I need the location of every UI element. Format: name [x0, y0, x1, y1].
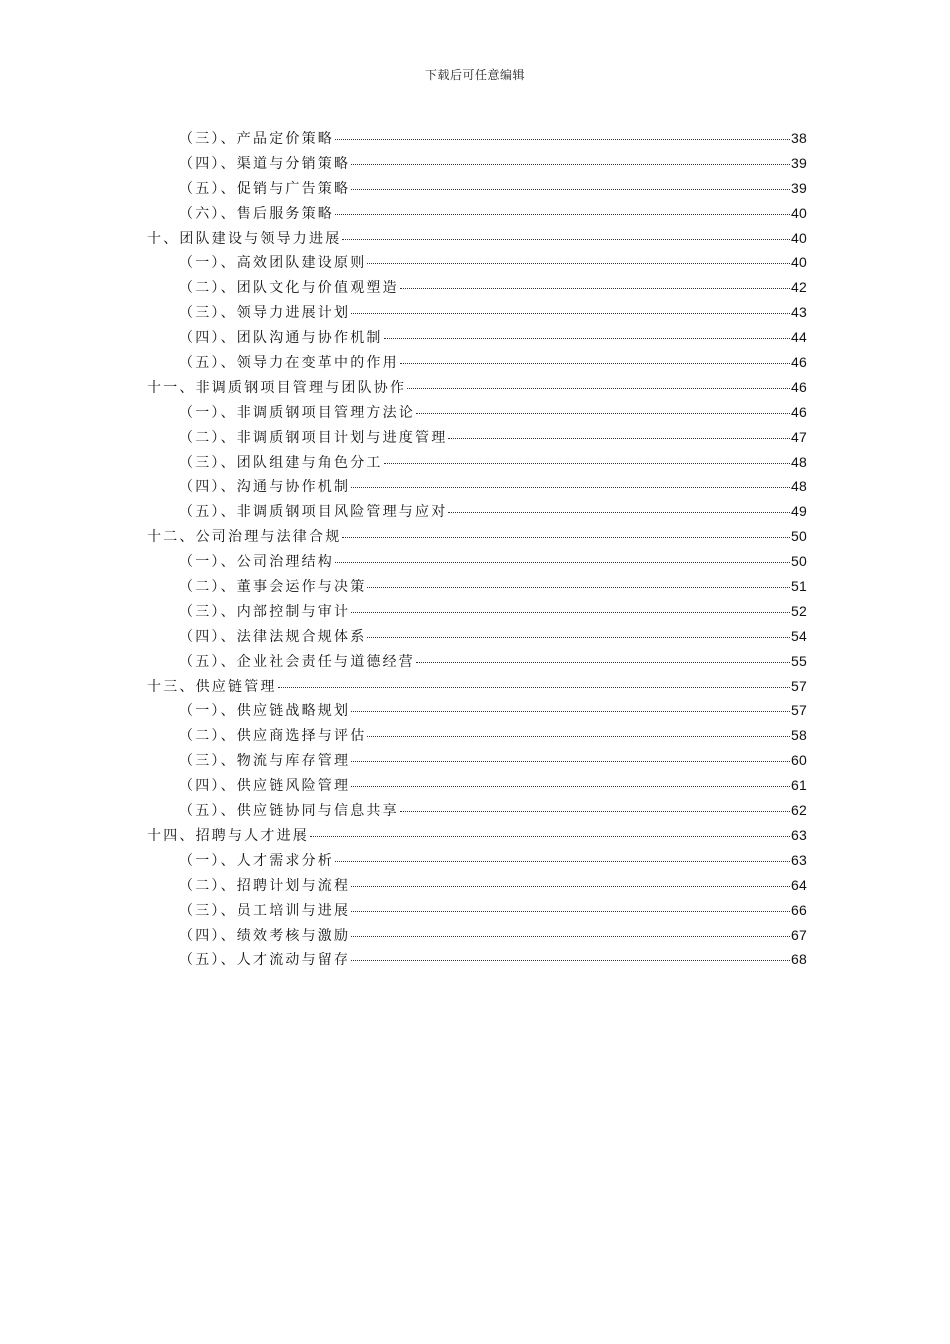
- toc-section-entry[interactable]: [147, 574, 807, 599]
- toc-entry-title: （四）、供应链风险管理: [179, 778, 351, 795]
- toc-entry-page-number: 47: [791, 428, 807, 445]
- toc-dot-leader: [448, 424, 790, 439]
- toc-section-entry[interactable]: [147, 723, 807, 748]
- toc-section-entry[interactable]: [147, 748, 807, 773]
- toc-entry-page-number: 64: [791, 876, 807, 893]
- toc-section-entry[interactable]: [147, 873, 807, 898]
- toc-dot-leader: [384, 449, 790, 464]
- toc-dot-leader: [400, 349, 790, 364]
- toc-entry-page-number: 62: [791, 802, 807, 819]
- toc-chapter-entry[interactable]: [147, 524, 807, 549]
- toc-entry-page-number: 66: [791, 901, 807, 918]
- toc-entry-title: （一）、非调质钢项目管理方法论: [179, 404, 415, 421]
- toc-entry-page-number: 50: [791, 528, 807, 545]
- toc-dot-leader: [351, 150, 790, 165]
- toc-entry-title: 十四、招聘与人才进展: [147, 827, 309, 844]
- toc-entry-title: （六）、售后服务策略: [179, 205, 334, 222]
- toc-entry-title: （四）、绩效考核与激励: [179, 927, 351, 944]
- toc-entry-page-number: 40: [791, 254, 807, 271]
- toc-dot-leader: [335, 548, 790, 563]
- toc-section-entry[interactable]: [147, 624, 807, 649]
- toc-entry-page-number: 57: [791, 677, 807, 694]
- toc-entry-page-number: 54: [791, 627, 807, 644]
- toc-entry-title: （二）、招聘计划与流程: [179, 877, 351, 894]
- toc-dot-leader: [335, 847, 790, 862]
- toc-entry-page-number: 40: [791, 204, 807, 221]
- toc-section-entry[interactable]: [147, 947, 807, 972]
- toc-entry-title: （二）、团队文化与价值观塑造: [179, 280, 399, 297]
- toc-entry-page-number: 46: [791, 354, 807, 371]
- toc-dot-leader: [367, 623, 790, 638]
- page-header: 下载后可任意编辑: [424, 68, 525, 82]
- toc-section-entry[interactable]: [147, 848, 807, 873]
- toc-entry-page-number: 46: [791, 378, 807, 395]
- toc-entry-title: （五）、促销与广告策略: [179, 180, 351, 197]
- toc-entry-page-number: 38: [791, 130, 807, 146]
- toc-entry-title: 十、团队建设与领导力进展: [147, 230, 342, 247]
- toc-section-entry[interactable]: [147, 649, 807, 674]
- toc-entry-title: （四）、沟通与协作机制: [179, 479, 351, 496]
- toc-chapter-entry[interactable]: [147, 226, 807, 251]
- toc-entry-page-number: 51: [791, 578, 807, 595]
- table-of-contents: [147, 126, 807, 972]
- toc-dot-leader: [342, 523, 790, 538]
- toc-section-entry[interactable]: [147, 126, 807, 151]
- toc-dot-leader: [351, 473, 790, 488]
- toc-entry-title: （五）、供应链协同与信息共享: [179, 803, 399, 820]
- toc-entry-page-number: 63: [791, 826, 807, 843]
- toc-section-entry[interactable]: [147, 450, 807, 475]
- toc-entry-title: （一）、人才需求分析: [179, 852, 334, 869]
- toc-dot-leader: [448, 498, 790, 513]
- toc-chapter-entry[interactable]: [147, 375, 807, 400]
- toc-entry-title: （五）、企业社会责任与道德经营: [179, 653, 415, 670]
- toc-section-entry[interactable]: [147, 698, 807, 723]
- toc-dot-leader: [367, 722, 790, 737]
- toc-section-entry[interactable]: [147, 474, 807, 499]
- toc-section-entry[interactable]: [147, 201, 807, 226]
- toc-entry-page-number: 44: [791, 329, 807, 346]
- toc-entry-page-number: 48: [791, 478, 807, 495]
- toc-entry-page-number: 58: [791, 727, 807, 744]
- toc-dot-leader: [351, 772, 790, 787]
- toc-dot-leader: [367, 573, 790, 588]
- toc-entry-page-number: 42: [791, 279, 807, 296]
- toc-dot-leader: [335, 125, 790, 140]
- toc-entry-page-number: 55: [791, 652, 807, 669]
- toc-entry-title: （二）、供应商选择与评估: [179, 728, 367, 745]
- toc-entry-page-number: 57: [791, 702, 807, 719]
- toc-entry-title: （四）、团队沟通与协作机制: [179, 330, 383, 347]
- toc-dot-leader: [351, 946, 790, 961]
- toc-dot-leader: [351, 175, 790, 190]
- toc-entry-title: （二）、董事会运作与决策: [179, 579, 367, 596]
- toc-dot-leader: [351, 697, 790, 712]
- toc-section-entry[interactable]: [147, 350, 807, 375]
- toc-dot-leader: [416, 399, 790, 414]
- toc-entry-page-number: 61: [791, 777, 807, 794]
- toc-dot-leader: [416, 648, 790, 663]
- toc-entry-page-number: 48: [791, 453, 807, 470]
- toc-dot-leader: [278, 673, 790, 688]
- toc-section-entry[interactable]: [147, 151, 807, 176]
- toc-entry-title: （三）、员工培训与进展: [179, 902, 351, 919]
- toc-entry-title: （五）、非调质钢项目风险管理与应对: [179, 504, 448, 521]
- toc-entry-title: （五）、人才流动与留存: [179, 952, 351, 969]
- toc-entry-title: （三）、领导力进展计划: [179, 305, 351, 322]
- toc-entry-title: （一）、高效团队建设原则: [179, 255, 367, 272]
- toc-entry-page-number: 52: [791, 602, 807, 619]
- toc-dot-leader: [335, 200, 790, 215]
- toc-section-entry[interactable]: [147, 549, 807, 574]
- toc-entry-title: （三）、团队组建与角色分工: [179, 454, 383, 471]
- toc-dot-leader: [342, 225, 790, 240]
- toc-section-entry[interactable]: [147, 400, 807, 425]
- toc-entry-title: 十二、公司治理与法律合规: [147, 529, 342, 546]
- toc-entry-page-number: 40: [791, 229, 807, 246]
- toc-entry-title: （三）、产品定价策略: [179, 131, 334, 147]
- toc-section-entry[interactable]: [147, 250, 807, 275]
- toc-entry-title: （三）、内部控制与审计: [179, 603, 351, 620]
- toc-entry-page-number: 49: [791, 503, 807, 520]
- toc-dot-leader: [351, 299, 790, 314]
- toc-dot-leader: [384, 324, 790, 339]
- toc-entry-page-number: 46: [791, 403, 807, 420]
- toc-entry-page-number: 68: [791, 951, 807, 968]
- toc-entry-title: （五）、领导力在变革中的作用: [179, 355, 399, 372]
- toc-entry-title: （二）、非调质钢项目计划与进度管理: [179, 429, 448, 446]
- toc-entry-title: 十一、非调质钢项目管理与团队协作: [147, 379, 407, 396]
- toc-entry-page-number: 43: [791, 304, 807, 321]
- toc-dot-leader: [367, 249, 790, 264]
- toc-entry-title: （一）、公司治理结构: [179, 554, 334, 571]
- toc-chapter-entry[interactable]: [147, 674, 807, 699]
- toc-dot-leader: [351, 922, 790, 937]
- toc-section-entry[interactable]: [147, 499, 807, 524]
- toc-section-entry[interactable]: [147, 923, 807, 948]
- toc-chapter-entry[interactable]: [147, 823, 807, 848]
- toc-section-entry[interactable]: [147, 275, 807, 300]
- toc-entry-page-number: 39: [791, 154, 807, 171]
- toc-entry-title: 十三、供应链管理: [147, 678, 277, 695]
- toc-dot-leader: [351, 897, 790, 912]
- toc-dot-leader: [351, 598, 790, 613]
- toc-entry-page-number: 50: [791, 553, 807, 570]
- toc-entry-title: （三）、物流与库存管理: [179, 753, 351, 770]
- toc-entry-title: （四）、法律法规合规体系: [179, 628, 367, 645]
- toc-entry-page-number: 60: [791, 752, 807, 769]
- toc-entry-page-number: 39: [791, 179, 807, 196]
- toc-section-entry[interactable]: [147, 599, 807, 624]
- toc-entry-title: （四）、渠道与分销策略: [179, 155, 351, 172]
- toc-dot-leader: [400, 797, 790, 812]
- toc-section-entry[interactable]: [147, 325, 807, 350]
- toc-section-entry[interactable]: [147, 176, 807, 201]
- toc-section-entry[interactable]: [147, 300, 807, 325]
- toc-entry-page-number: 67: [791, 926, 807, 943]
- toc-dot-leader: [351, 872, 790, 887]
- toc-section-entry[interactable]: [147, 773, 807, 798]
- toc-dot-leader: [400, 274, 790, 289]
- toc-section-entry[interactable]: [147, 798, 807, 823]
- toc-section-entry[interactable]: [147, 425, 807, 450]
- toc-dot-leader: [407, 374, 790, 389]
- toc-entry-title: （一）、供应链战略规划: [179, 703, 351, 720]
- toc-entry-page-number: 63: [791, 851, 807, 868]
- toc-dot-leader: [310, 822, 790, 837]
- toc-section-entry[interactable]: [147, 898, 807, 923]
- toc-dot-leader: [351, 747, 790, 762]
